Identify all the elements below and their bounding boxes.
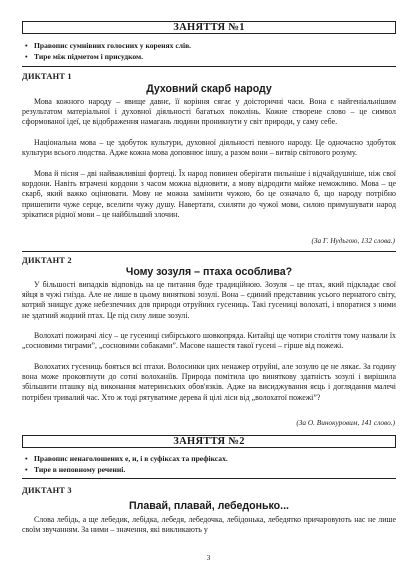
dictation-2-paragraph: У більшості випадків відповідь на це питання буде традиційною. Зозуля – це птах, який підкладає свої яйця в чужі гнізда. Але не лише в цьому виняткові зозулі. Вона – єдиний представник усього пернатого світу, котрий знищує дуже небезпечних для природи отруйних гусениць. Такі гусениці волохаті, і впоратися з ними не здатний жодний птах. Це під силу лише зозулі.	[22, 280, 396, 320]
topic-text: Тире в неповному реченні.	[34, 465, 126, 474]
dictation-2-paragraph: Волохатих гусениць бояться всі птахи. Волосинки цих ненажер отруйні, але зозулю це не лякає. За годину вона може проковтнути до сотні волоханіїв. Природа помітила цю виняткову здатність зозулі і вирішила збільшити пташку від виконання материнських обов'язків. Адже на висиджування яєць і доглядання малечі потрібен тривалий час. Хто ж тоді рятуватиме дерева й цілі ліси від „волохатої пожежі”?	[22, 362, 396, 402]
bullet-icon: •	[25, 41, 28, 50]
lesson-2-header: ЗАНЯТТЯ №2	[22, 435, 396, 448]
divider	[22, 66, 396, 67]
dictation-1-paragraph: Мова й пісня – дві найважливіші фортеці. Їх народ повинен оберігати пильніше і відчайдушніше, ніж свої кордони. Навіть втрачені кордони з часом можна відновити, а мову відродити майже неможливо. Мова – це скарб, який важко оцінювати. Мову не можна замінити чужою, бо це означало б, що народу потрібно пришепити чуже серце, вселити чужу душу. Навертати, схиляти до чужої мови, силою примушувати народ зрікатися рідної мови – це найбільший злочин.	[22, 169, 396, 219]
dictation-1-title: Духовний скарб народу	[146, 83, 272, 95]
dictation-2-source: (За О. Винокуровим, 141 слово.)	[296, 418, 395, 427]
bullet-icon: •	[25, 454, 28, 463]
topic-text: Правопис сумнівних голосних у коренях слів.	[34, 41, 192, 50]
dictation-1-source: (За Г. Нудьгою, 132 слова.)	[311, 236, 395, 245]
topic-item	[22, 40, 396, 51]
topic-item	[22, 464, 396, 475]
bullet-icon: •	[25, 52, 28, 61]
lesson-2-topics	[22, 453, 396, 475]
dictation-3-label: ДИКТАНТ 3	[22, 486, 72, 495]
topic-text: Правопис ненаголошених е, и, і в суфіксах та префіксах.	[34, 454, 228, 463]
topic-item	[22, 51, 396, 62]
dictation-1-paragraph: Національна мова – це здобуток культури, духовної діяльності певного народу. Це одночасно здобуток культури всього людства. Адже кожна мова доповнює іншу, а разом вони – витвір світового розуму.	[22, 138, 396, 158]
divider	[22, 251, 396, 252]
dictation-2-title: Чому зозуля – птаха особлива?	[125, 266, 293, 278]
dictation-1-paragraph: Мова кожного народу – явище давнє, її коріння сягає у доісторичні часи. Вона є найгеніальнішим результатом матеріальної і духовної діяльності багатьох поколінь. Кожне створене слово – це символ сформованої ідеї, це відображення намагань людини проникнути у світ природи, у саму себе.	[22, 97, 396, 127]
dictation-1-label: ДИКТАНТ 1	[22, 72, 72, 81]
topic-item	[22, 453, 396, 464]
dictation-3-title: Плавай, плавай, лебедонько...	[129, 500, 289, 512]
dictation-2-paragraph: Волохаті пожирачі лісу – це гусениці сибірського шовкопряда. Китайці ще чотири століття тому назвали їх „сосновими тиграми”, „сосновими собаками”. Масове нашестя такої гусені – гірше від пожежі.	[22, 331, 396, 351]
dictation-3-paragraph: Слова лебідь, а ще лебедик, лебідка, лебедя, лебедочка, лебідонька, лебедятко причаровують нас не лише своїм звучанням. За ними – значення, які викликають у	[22, 515, 396, 535]
lesson-1-topics	[22, 40, 396, 62]
page-number: 3	[206, 553, 211, 562]
lesson-1-header: ЗАНЯТТЯ №1	[22, 21, 396, 34]
divider	[22, 478, 396, 479]
bullet-icon: •	[25, 465, 28, 474]
dictation-2-label: ДИКТАНТ 2	[22, 256, 72, 265]
topic-text: Тире між підметом і присудком.	[34, 52, 144, 61]
